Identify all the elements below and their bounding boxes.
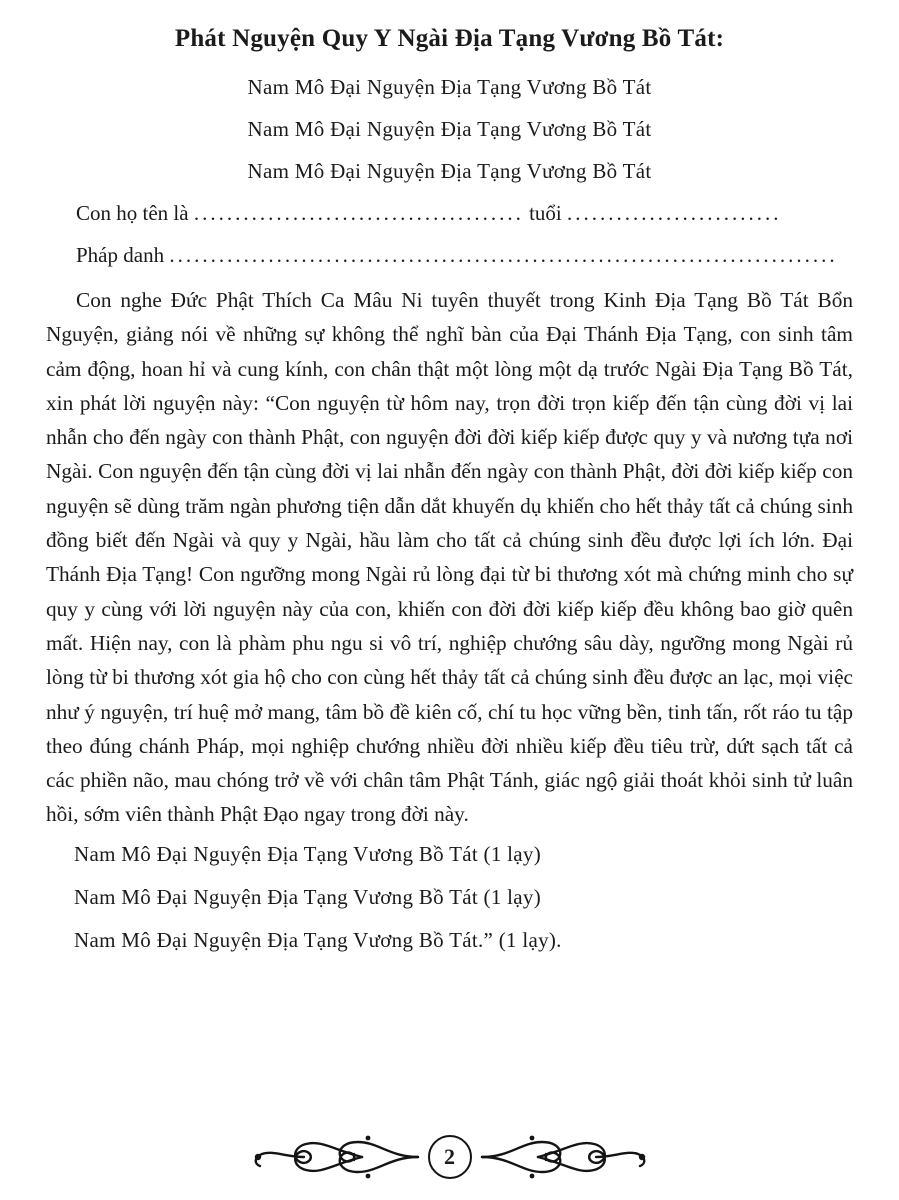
flourish-right-icon: [480, 1130, 650, 1184]
name-age-line: [46, 192, 853, 234]
page-number: 2: [444, 1144, 455, 1169]
name-dotted-blank: ........................................: [193, 201, 524, 225]
closing-chant-line-3: Nam Mô Đại Nguyện Địa Tạng Vương Bồ Tát.” (1 lạy).: [74, 927, 562, 952]
age-dotted-blank: ..........................: [567, 201, 782, 225]
name-label: Con họ tên là: [76, 201, 189, 225]
closing-chant-line-2: Nam Mô Đại Nguyện Địa Tạng Vương Bồ Tát (1 lạy): [74, 884, 542, 909]
vow-paragraph: Con nghe Đức Phật Thích Ca Mâu Ni tuyên thuyết trong Kinh Địa Tạng Bồ Tát Bổn Nguyện, giảng nói về những sự không thể nghĩ bàn của Đại Thánh Địa Tạng, con sinh tâm cảm động, hoan hỉ và cung kính, con chân thật một lòng một dạ trước Ngài Địa Tạng Bồ Tát, xin phát lời nguyện này: “Con nguyện từ hôm nay, trọn đời trọn kiếp đến tận cùng đời vị lai nhẫn cho đến ngày con thành Phật, con nguyện đời đời kiếp kiếp được quy y và nương tựa nơi Ngài. Con nguyện đến tận cùng đời vị lai nhẫn đến ngày con thành Phật, đời đời kiếp kiếp con nguyện sẽ dùng trăm ngàn phương tiện dẫn dắt khuyến dụ khiến cho hết thảy tất cả chúng sinh đồng biết đến Ngài và quy y Ngài, hầu làm cho tất cả chúng sinh đều được lợi ích lớn. Đại Thánh Địa Tạng! Con ngưỡng mong Ngài rủ lòng đại từ bi thương xót mà chứng minh cho sự quy y cùng với lời nguyện này của con, khiến con đời đời kiếp kiếp đều không bao giờ quên mất. Hiện nay, con là phàm phu ngu si vô trí, nghiệp chướng sâu dày, ngưỡng mong Ngài rủ lòng từ bi thương xót gia hộ cho con cùng hết thảy tất cả chúng sinh đều được an lạc, mọi việc như ý nguyện, trí huệ mở mang, tâm bồ đề kiên cố, chí tu học vững bền, tinh tấn, rốt ráo tu tập theo đúng chánh Pháp, mọi nghiệp chướng nhiều đời nhiều kiếp đều tiêu trừ, dứt sạch tất cả các phiền não, mau chóng trở về với chân tâm Phật Tánh, giác ngộ giải thoát khỏi sinh tử luân hồi, sớm viên thành Phật Đạo ngay trong đời này.: [46, 288, 853, 827]
dharma-name-dotted-blank: .................................................................................: [169, 243, 838, 267]
dharma-name-line: [46, 234, 853, 276]
age-label: tuổi: [529, 201, 562, 225]
chant-line-2: Nam Mô Đại Nguyện Địa Tạng Vương Bồ Tát: [247, 117, 652, 141]
chant-line-3: Nam Mô Đại Nguyện Địa Tạng Vương Bồ Tát: [247, 159, 652, 183]
page-footer: [0, 1130, 899, 1184]
page-title: Phát Nguyện Quy Y Ngài Địa Tạng Vương Bồ Tát:: [174, 25, 725, 52]
chant-line-1: Nam Mô Đại Nguyện Địa Tạng Vương Bồ Tát: [247, 75, 652, 99]
page-number-badge: [428, 1135, 472, 1179]
closing-chant-line-1: Nam Mô Đại Nguyện Địa Tạng Vương Bồ Tát (1 lạy): [74, 841, 542, 866]
dharma-name-label: Pháp danh: [76, 243, 165, 267]
flourish-left-icon: [250, 1130, 420, 1184]
